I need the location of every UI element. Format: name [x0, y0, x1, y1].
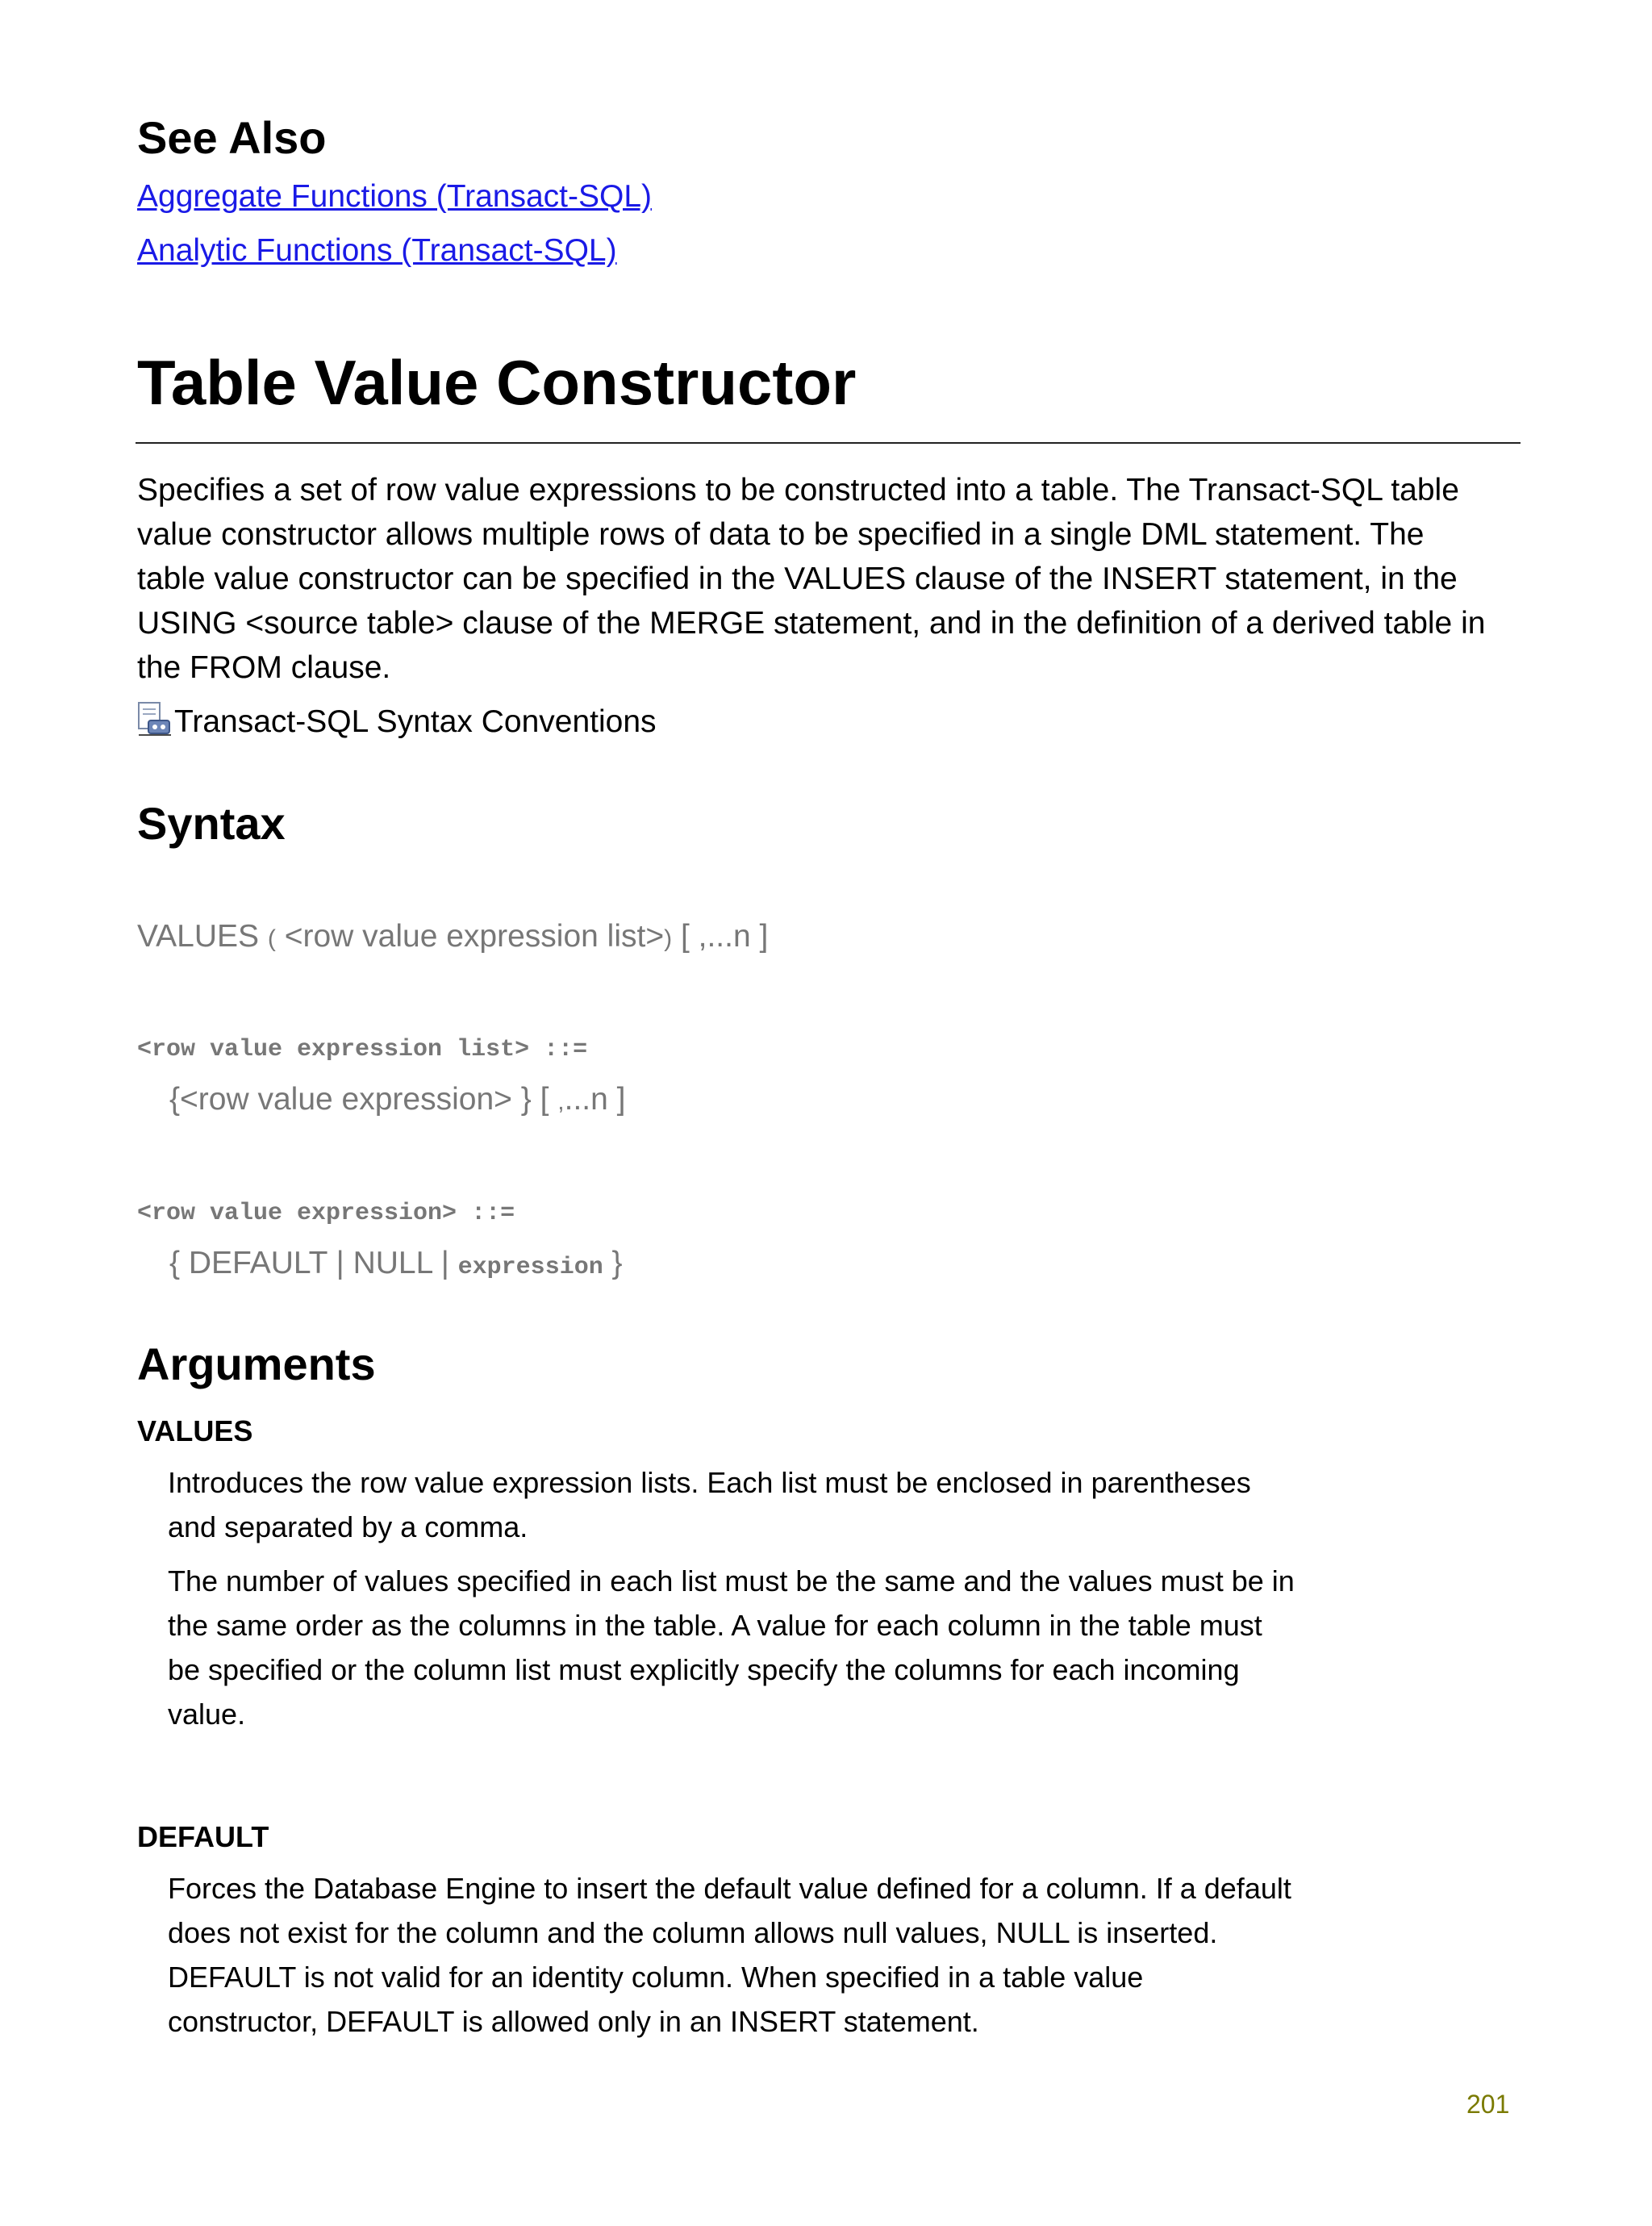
page-title: Table Value Constructor	[137, 347, 857, 418]
description-line: value.	[168, 1698, 246, 1731]
link-aggregate-functions[interactable]: Aggregate Functions (Transact-SQL)	[137, 179, 652, 214]
values-keyword: VALUES	[137, 919, 268, 954]
description-line: The number of values specified in each list must be the same and the values must be in	[168, 1564, 1295, 1597]
description-line: DEFAULT is not valid for an identity column. When specified in a table value	[168, 1961, 1144, 1994]
see-also-heading: See Also	[137, 112, 327, 163]
close-brace-token: }	[603, 1246, 623, 1280]
arguments-heading: Arguments	[137, 1339, 376, 1389]
syntax-definition-row-expression: <row value expression> ::=	[137, 1200, 515, 1227]
intro-paragraph	[137, 468, 1485, 690]
argument-term-default: DEFAULT	[137, 1820, 269, 1853]
document-link-icon	[137, 701, 173, 737]
syntax-conventions-link[interactable]	[137, 700, 657, 744]
argument-values-paragraph-1	[168, 1460, 1251, 1549]
intro-line: Specifies a set of row value expressions to be constructed into a table. The Transact-SQL table	[137, 473, 1459, 507]
comma-token: ,	[557, 1088, 565, 1115]
description-line: constructor, DEFAULT is allowed only in an INSERT statement.	[168, 2005, 979, 2038]
repeat-token: ...n ]	[564, 1082, 626, 1117]
title-divider	[136, 442, 1521, 444]
description-line: the same order as the columns in the table. A value for each column in the table must	[168, 1609, 1262, 1642]
intro-line: value constructor allows multiple rows of data to be specified in a single DML statement. The	[137, 517, 1425, 552]
expression-token: expression	[457, 1254, 603, 1281]
syntax-row-expression-body	[169, 1245, 623, 1283]
description-line: and separated by a comma.	[168, 1510, 528, 1543]
description-line: does not exist for the column and the column allows null values, NULL is inserted.	[168, 1916, 1218, 1949]
intro-line: the FROM clause.	[137, 650, 391, 685]
argument-term-values: VALUES	[137, 1414, 253, 1447]
open-paren: (	[267, 925, 276, 952]
repeat-token: [ ,...n ]	[672, 919, 769, 954]
row-list-token: <row value expression list>	[275, 919, 665, 954]
description-line: be specified or the column list must explicitly specify the columns for each incoming	[168, 1653, 1240, 1686]
syntax-conventions-label: Transact-SQL Syntax Conventions	[174, 704, 657, 739]
default-null-token: { DEFAULT | NULL |	[169, 1246, 458, 1280]
syntax-row-list-body	[169, 1081, 626, 1119]
argument-default-paragraph	[168, 1866, 1291, 2044]
description-line: Forces the Database Engine to insert the default value defined for a column. If a default	[168, 1872, 1291, 1905]
link-analytic-functions[interactable]: Analytic Functions (Transact-SQL)	[137, 233, 617, 268]
page-number: 201	[1466, 2090, 1510, 2119]
row-expression-token: {<row value expression> } [	[169, 1082, 558, 1117]
syntax-definition-row-list: <row value expression list> ::=	[137, 1036, 588, 1063]
intro-line: table value constructor can be specified in the VALUES clause of the INSERT statement, in the	[137, 562, 1458, 596]
syntax-values-line	[137, 918, 768, 956]
intro-line: USING <source table> clause of the MERGE statement, and in the definition of a derived table in	[137, 606, 1486, 641]
description-line: Introduces the row value expression lists. Each list must be enclosed in parentheses	[168, 1466, 1251, 1499]
close-paren: )	[664, 925, 673, 952]
argument-values-paragraph-2	[168, 1559, 1295, 1736]
syntax-heading: Syntax	[137, 798, 286, 849]
